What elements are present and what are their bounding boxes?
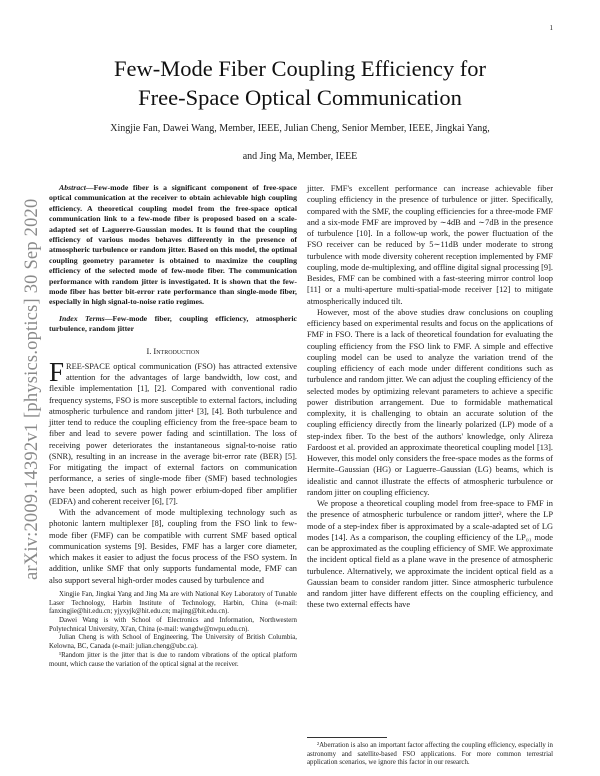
- intro-paragraph-1-text: REE-SPACE optical communication (FSO) has attracted extensive attention for the advantages of large bandwidth, low cost, and flexible implementation [1], [2]. Compared with conventional radio frequency systems, FSO is more susceptible to external factors, including atmospheric turbulence and random jitter¹ [3], [4]. Both turbulence and jitter tend to reduce the coupling efficiency from the free-space beam to fiber and lead to severe power fading and scintillation. The loss of receiving power deteriorates the instantaneous signal-to-noise ratio (SNR), resulting in an increase in the average bit-error rate (BER) [5]. For mitigating the impact of external factors on communication performance, a series of single-mode fiber (SMF) based technologies have been adopted, such as high power erbium-doped fiber amplifier (EDFA) and coherent receiver [6], [7].: [49, 361, 297, 506]
- arxiv-stamp: arXiv:2009.14392v1 [physics.optics] 30 Sep 2020: [22, 198, 42, 580]
- authors-line-2: and Jing Ma, Member, IEEE: [242, 151, 358, 162]
- affiliation-3: Julian Cheng is with School of Engineering, The University of British Columbia, Kelowna, BC, Canada (e-mail: julian.cheng@ubc.ca).: [49, 634, 297, 651]
- footnote-1: ¹Random jitter is the jitter that is due to random vibrations of the optical platform mount, which cause the variation of the optical signal at the receiver.: [49, 651, 297, 668]
- right-paragraph-1: jitter. FMF's excellent performance can increase achievable fiber coupling efficiency in the presence of turbulence or jitter. Specifically, compared with the SMF, the coupling efficiencies for a three-mode FMF and a six-mode FMF are improved by ∼4dB and ∼7dB in the presence of turbulence [10]. In a follow-up work, the power fluctuation of the FSO receiver can be reduced by 5∼11dB under moderate to strong turbulence with mode diversity coherent reception implemented by FMF coupling, mode de-multiplexing, and offline digital signal processing [9]. Besides, FMF can be combined with a fast-steering mirror control loop [11] or a multi-aperture multi-spatial-mode receiver [12] to mitigate atmospherically induced tilt.: [307, 184, 553, 306]
- title-line-1: Few-Mode Fiber Coupling Efficiency for: [113, 56, 486, 81]
- affiliation-2: Dawei Wang is with School of Electronics and Information, Northwestern Polytechnical University, Xi'an, China (e-mail: wangdw@nwpu.edu.cn).: [49, 617, 297, 633]
- abstract-text: —Few-mode fiber is a significant component of free-space optical communication at the receiver to obtain achievable high coupling efficiency. A theoretical coupling model from the free-space optical communication link to a few-mode fiber is proposed based on a scale-adapted set of Laguerre-Gaussian modes. It is found that the coupling efficiency of various modes behaves differently in the presence of atmospheric turbulence or random jitter. Based on this model, the optimal coupling geometry parameter is obtained to maximize the coupling efficiency of the selected mode of few-mode fiber. The communication performance with random jitter is investigated. It is shown that the few-mode fiber has better bit-error rate performance than single-mode fiber, especially in high signal-to-noise ratio regimes.: [49, 183, 297, 307]
- right-paragraph-2: However, most of the above studies draw conclusions on coupling efficiency based on experimental results and focus on the applications of FMF in FSO. There is a lack of theoretical foundation for evaluating the coupling efficiency from the FSO link to FMF. A simple and effective coupling model can be used to analyze the variation trend of the coupling efficiency of each mode under different conditions such as turbulence and random jitter. We can adjust the coupling efficiency of the selected modes by optimizing relevant parameters to achieve a specific power distribution arrangement. Due to formidable mathematical complexity, it is challenging to obtain an accurate solution of the coupling efficiency directly from the linearly polarized (LP) mode of a step-index fiber. To the best of the authors' knowledge, only Alireza Fardoost et al. provided an approximate theoretical coupling model [13]. However, this model only considers the free-space modes as the forms of Hermite–Gaussian (HG) or Laguerre–Gaussian (LG) beams, which is idealistic and cannot illustrate the effects of atmospheric turbulence or random jitter on coupling efficiency.: [307, 307, 553, 497]
- right-footnotes: [307, 733, 553, 768]
- authors-line-1: Xingjie Fan, Dawei Wang, Member, IEEE, Julian Cheng, Senior Member, IEEE, Jingkai Yang,: [110, 123, 490, 134]
- abstract-label: Abstract: [59, 183, 86, 192]
- title-line-2: Free-Space Optical Communication: [138, 85, 462, 110]
- abstract: [49, 183, 297, 308]
- index-terms: [49, 314, 297, 335]
- affiliation-1: Xingjie Fan, Jingkai Yang and Jing Ma are with National Key Laboratory of Tunable Laser Technology, Harbin Institute of Technology, Harbin, China (e-mail: fanxingjie@hit.edu.cn; yjyxyjk@hit.edu.cn; majing@hit.edu.cn).: [49, 590, 297, 616]
- index-terms-label: Index Terms: [59, 313, 105, 323]
- intro-paragraph-1: [49, 356, 297, 507]
- author-list: [60, 115, 540, 171]
- footnote-2: ²Aberration is also an important factor affecting the coupling efficiency, especially in astronomy and satellite-based FSO applications. For more common terrestrial application scenarios, we ignore this factor in our research.: [307, 742, 553, 767]
- paper-title: [60, 54, 540, 112]
- right-column: [307, 183, 553, 611]
- right-paragraph-3: We propose a theoretical coupling model from free-space to FMF in the presence of atmospheric turbulence or random jitter², where the LP mode of a step-index fiber is approximated by a scale-adapted set of LG modes [14]. As a comparison, the coupling efficiency of the LP₀₁ mode can be approximated as the coupling efficiency of SMF. We approximate the incident optical field as a plane wave in the presence of atmospheric turbulence. Alternatively, we approximate the incident optical field as a Gaussian beam to consider random jitter. Since atmospheric turbulence and random jitter have different effects on the coupling efficiency, and these two external effects have: [307, 499, 553, 610]
- section-heading: I. Introduction: [146, 346, 200, 356]
- page-number: 1: [549, 24, 553, 32]
- affiliations: [49, 591, 297, 669]
- intro-paragraph-2: With the advancement of mode multiplexing technology such as photonic lantern multiplexer [8], coupling from the FSO link to few-mode fiber (FMF) can be compatible with current SMF based optical communication systems [9]. Besides, FMF has a larger core diameter, which makes it easier to adjust the focus process of the FSO system. In addition, unlike SMF that only supports fundamental mode, FMF can also support several high-order modes caused by turbulence and: [49, 508, 297, 585]
- footnote-rule: [307, 737, 387, 738]
- drop-cap: F: [49, 356, 65, 387]
- left-column: [49, 183, 297, 669]
- index-terms-text: —Few-mode fiber, coupling efficiency, atmospheric turbulence, random jitter: [49, 313, 297, 334]
